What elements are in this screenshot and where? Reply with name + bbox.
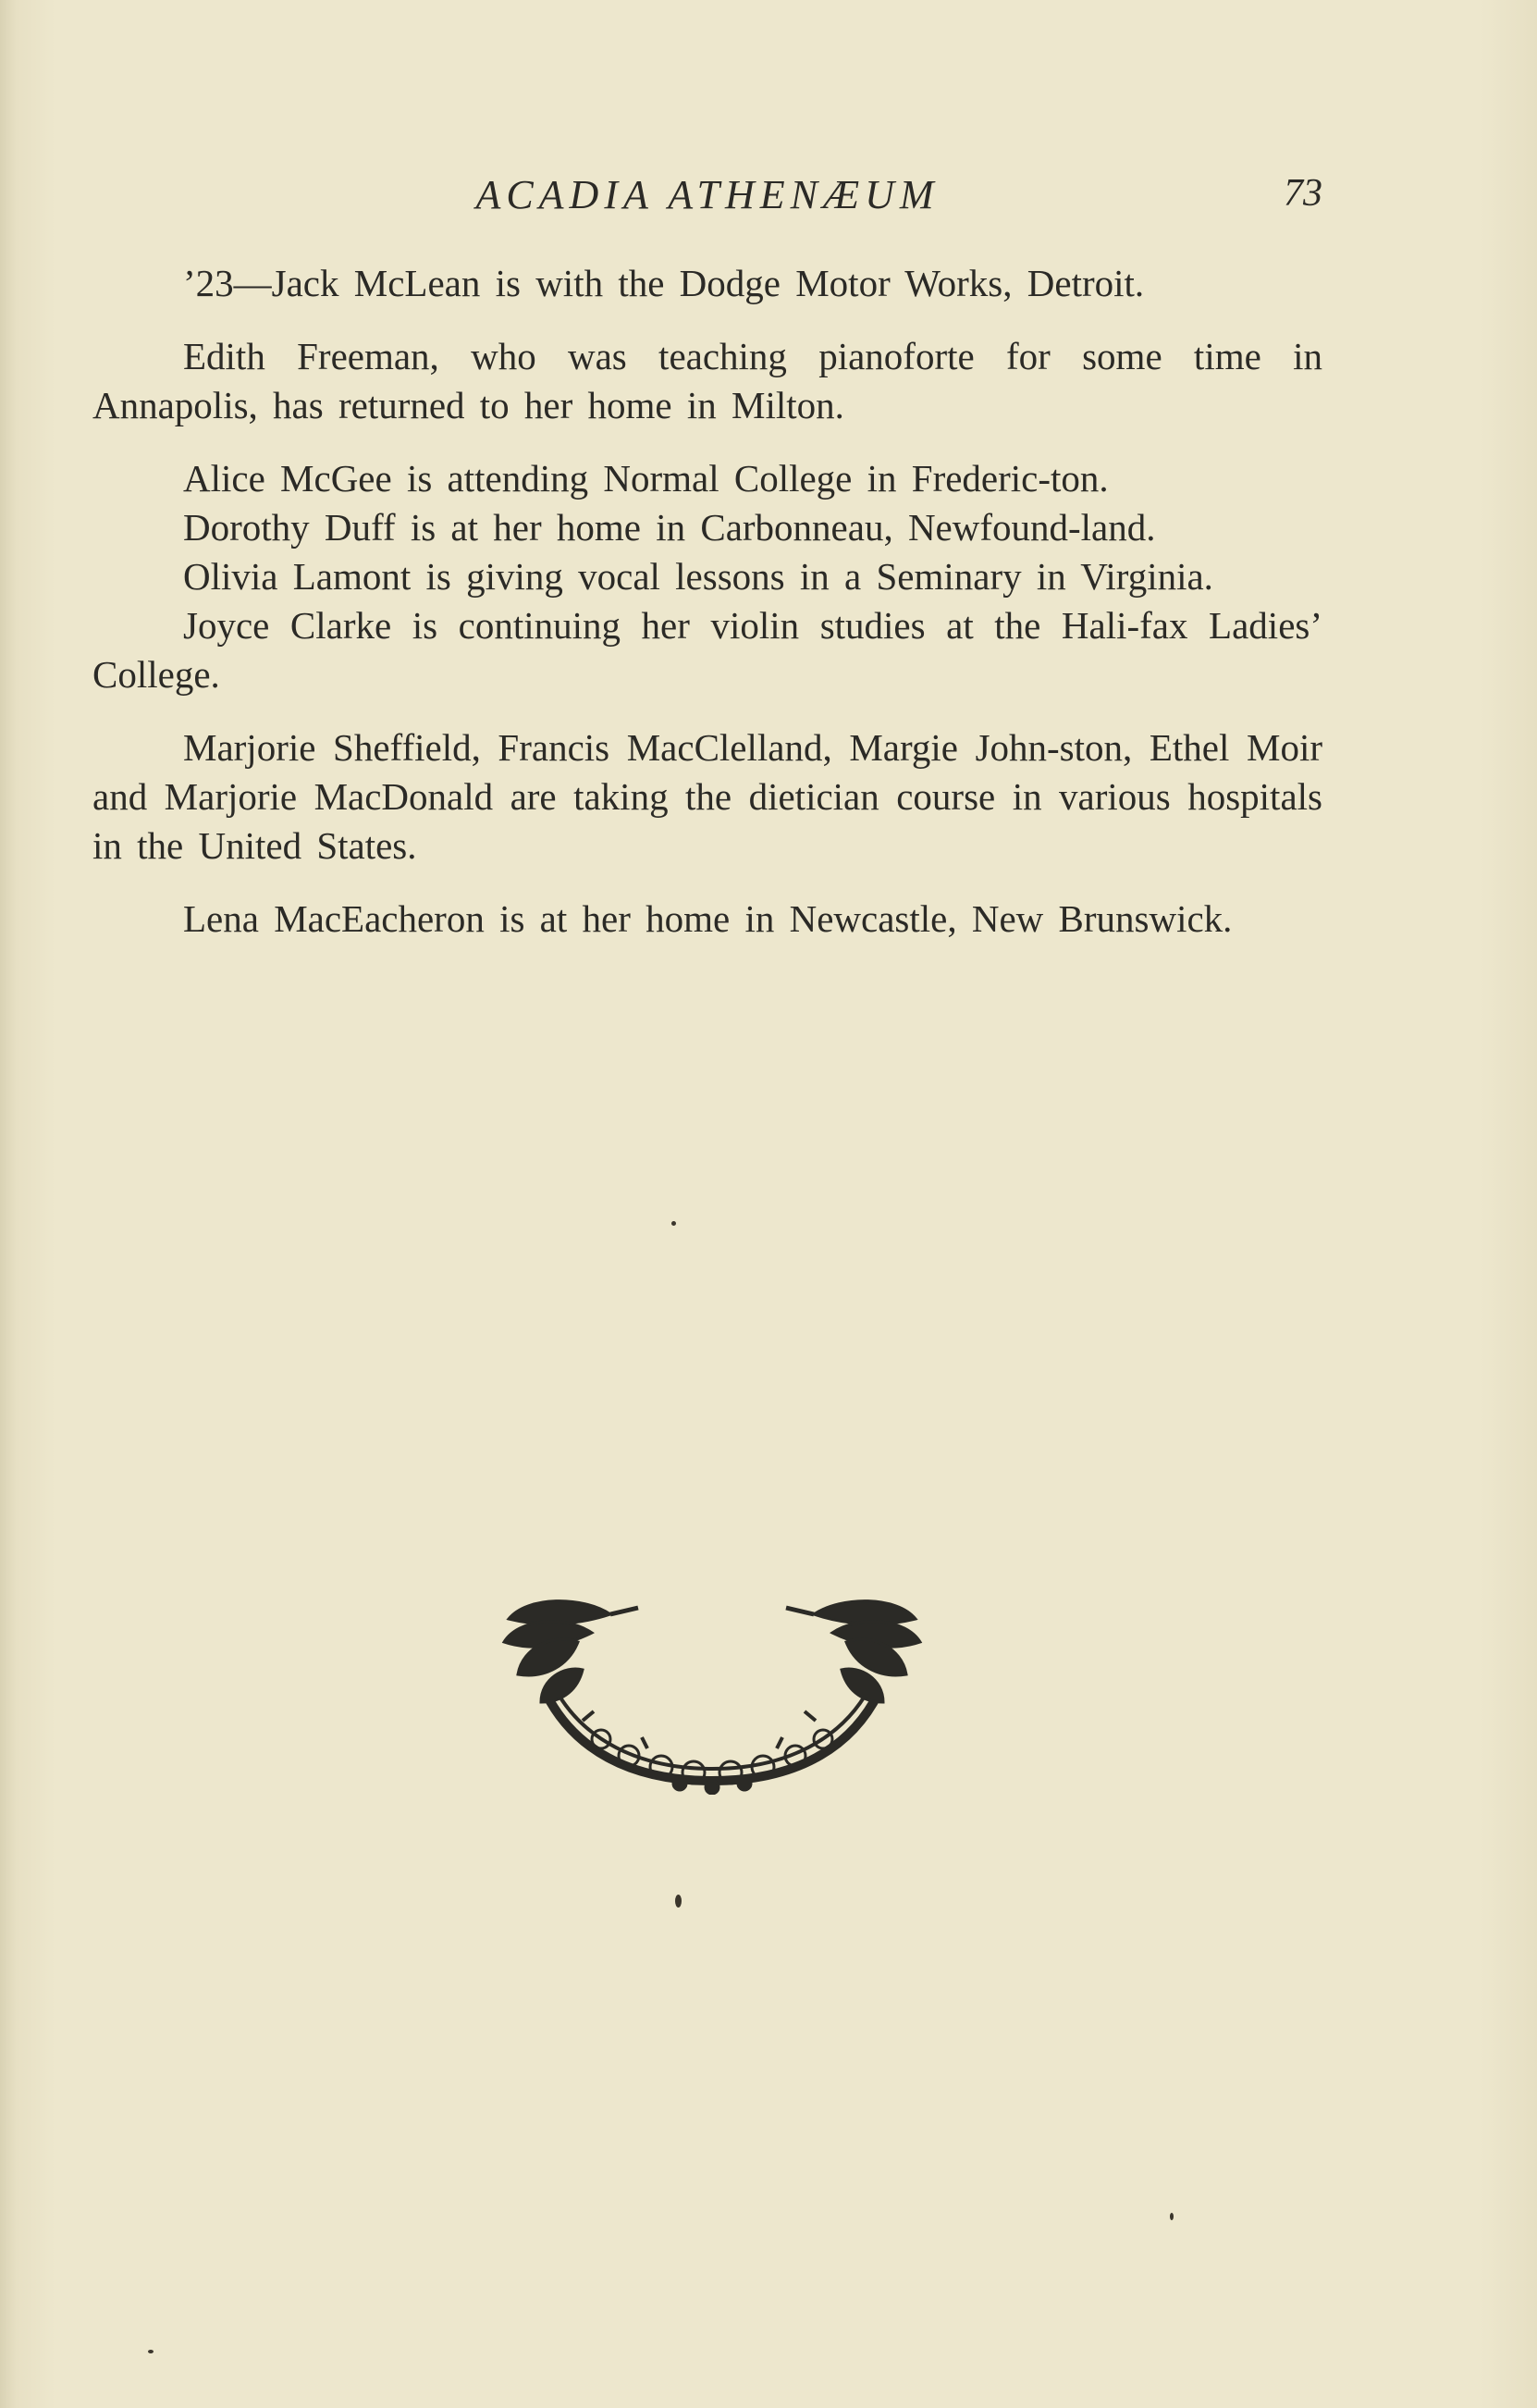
body-text <box>92 259 1322 944</box>
paragraph-jack-mclean: ’23—Jack McLean is with the Dodge Motor Works, Detroit. <box>183 262 1145 304</box>
paragraph-lena-maceacheron: Lena MacEacheron is at her home in Newcastle, New Brunswick. <box>183 897 1233 940</box>
paragraph-joyce-clarke: Joyce Clarke is continuing her violin studies at the Hali-fax Ladies’ College. <box>92 604 1322 696</box>
paper-speck <box>1170 2213 1174 2220</box>
paragraph-dietician-course: Marjorie Sheffield, Francis MacClelland, Margie John-ston, Ethel Moir and Marjorie MacDonald are taking the dietician course in various hospitals in the United States. <box>92 726 1322 867</box>
floral-garland-icon <box>490 1591 934 1795</box>
paper-speck <box>675 1895 682 1908</box>
paragraph-edith-freeman: Edith Freeman, who was teaching pianoforte for some time in Annapolis, has returned to her home in Milton. <box>92 335 1322 426</box>
page-header <box>92 171 1322 227</box>
paragraph-olivia-lamont: Olivia Lamont is giving vocal lessons in a Seminary in Virginia. <box>183 555 1213 598</box>
paragraph-dorothy-duff: Dorothy Duff is at her home in Carbonneau, Newfound-land. <box>183 506 1156 549</box>
paper-speck <box>671 1221 676 1226</box>
running-title: ACADIA ATHENÆUM <box>475 172 940 217</box>
paper-speck <box>148 2350 154 2353</box>
paragraph-alice-mcgee: Alice McGee is attending Normal College in Frederic-ton. <box>183 457 1109 500</box>
page-number: 73 <box>1284 172 1322 215</box>
